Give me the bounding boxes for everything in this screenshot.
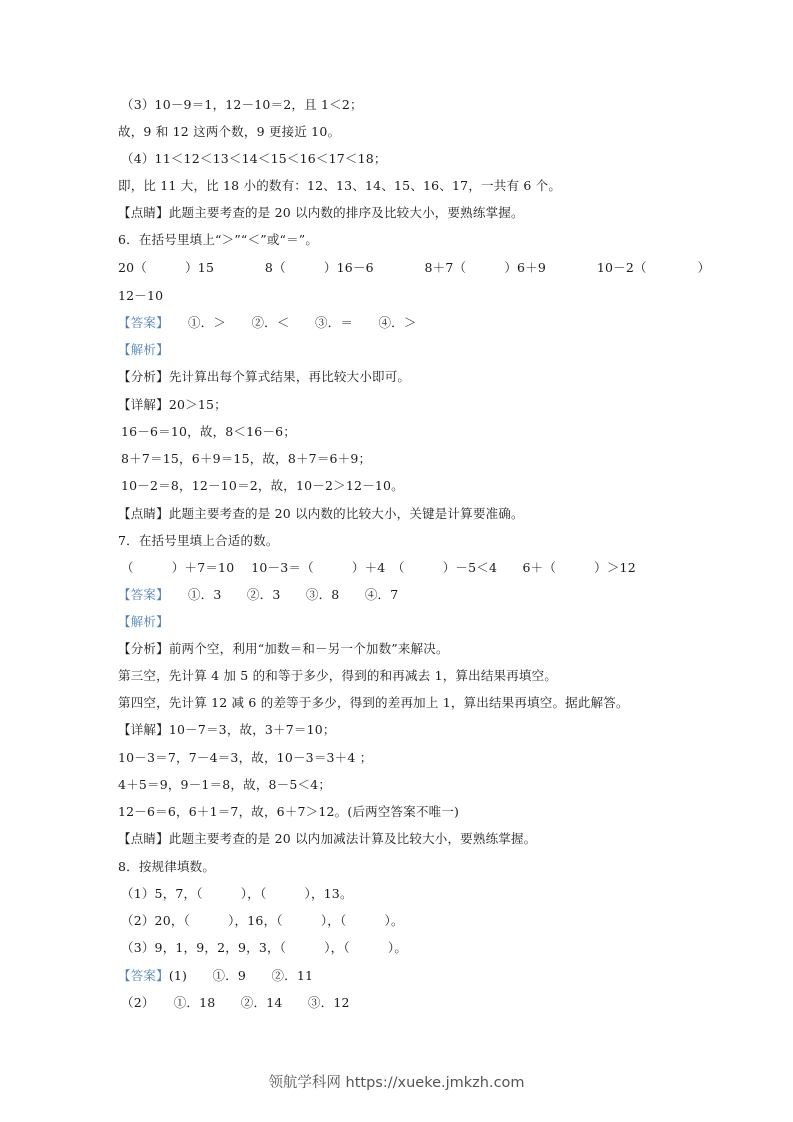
xiangjie-text: 20＞15； <box>168 397 227 412</box>
q7-xiangjie-3: 4＋5＝9，9－1＝8，故，8－5＜4； <box>118 777 332 792</box>
q6-items: 20（ ）15 8（ ）16－6 8＋7（ ）6＋9 10－2（ ） <box>118 260 711 275</box>
q6-answer <box>118 315 417 331</box>
q6-xiangjie-4: 10－2＝8，12－10＝2，故，10－2＞12－10。 <box>121 478 404 493</box>
xiangjie-label: 【详解】 <box>118 722 169 737</box>
q7-analysis-label: 【解析】 <box>118 614 169 629</box>
fenxi-text: 前两个空，利用“加数＝和－另一个加数”来解决。 <box>168 641 449 656</box>
prev-comment <box>118 205 524 221</box>
q8-answer <box>118 968 313 984</box>
comment-text: 此题主要考查的是 20 以内加减法计算及比较大小，要熟练掌握。 <box>168 831 537 846</box>
q7-fenxi-2: 第三空，先计算 4 加 5 的和等于多少，得到的和再减去 1，算出结果再填空。 <box>118 668 558 683</box>
q7-xiangjie-2: 10－3＝7，7－4＝3，故，10－3＝3＋4 ； <box>118 750 373 765</box>
q7-fenxi <box>118 641 449 657</box>
prev-solution-line-3b: 故，9 和 12 这两个数，9 更接近 10。 <box>118 124 341 139</box>
q6-items-line2: 12－10 <box>118 288 164 303</box>
q7-xiangjie-4: 12－6＝6，6＋1＝7，故，6＋7＞12。(后两空答案不唯一) <box>118 804 460 819</box>
answer-text: ①．＞ ②．＜ ③．＝ ④．＞ <box>162 315 417 330</box>
fenxi-label: 【分析】 <box>118 641 169 656</box>
q7-title: 7．在括号里填上合适的数。 <box>118 533 279 548</box>
q8-answer-2: （2） ①．18 ②．14 ③．12 <box>121 995 350 1010</box>
comment-text: 此题主要考查的是 20 以内数的比较大小，关键是计算要准确。 <box>168 506 524 521</box>
answer-label: 【答案】 <box>118 587 163 602</box>
q7-comment <box>118 831 536 847</box>
footer-watermark: 领航学科网 https://xueke.jmkzh.com <box>268 1075 525 1091</box>
answer-label: 【答案】 <box>118 315 163 330</box>
comment-label: 【点睛】 <box>118 831 169 846</box>
comment-label: 【点睛】 <box>118 506 169 521</box>
comment-text: 此题主要考查的是 20 以内数的排序及比较大小，要熟练掌握。 <box>168 205 524 220</box>
answer-text: (1) ①．9 ②．11 <box>168 968 314 983</box>
q6-xiangjie-3: 8＋7＝15，6＋9＝15，故，8＋7＝6＋9； <box>121 451 372 466</box>
q6-title: 6．在括号里填上“＞”“＜”或“＝”。 <box>118 232 319 247</box>
q7-items: （ ）＋7＝10 10－3＝（ ）＋4 （ ）－5＜4 6＋（ ）＞12 <box>121 560 636 575</box>
q6-xiangjie-2: 16－6＝10，故，8＜16－6； <box>121 424 296 439</box>
prev-solution-line-4: （4）11＜12＜13＜14＜15＜16＜17＜18； <box>121 151 387 166</box>
q7-xiangjie <box>118 722 336 738</box>
fenxi-text: 先计算出每个算式结果，再比较大小即可。 <box>168 369 411 384</box>
answer-label: 【答案】 <box>118 968 169 983</box>
prev-solution-line-4b: 即，比 11 大，比 18 小的数有：12、13、14、15、16、17，一共有 6 个。 <box>118 178 562 193</box>
q8-title: 8．按规律填数。 <box>118 859 216 874</box>
q6-comment <box>118 506 524 522</box>
comment-label: 【点睛】 <box>118 205 169 220</box>
xiangjie-label: 【详解】 <box>118 397 169 412</box>
q7-answer <box>118 587 398 603</box>
q8-sub-2: （2）20，（ ），16，（ ），（ ）。 <box>121 913 404 928</box>
answer-text: ①．3 ②．3 ③．8 ④．7 <box>162 587 399 602</box>
q8-sub-3: （3）9，1，9，2，9，3，（ ），（ ）。 <box>121 940 408 955</box>
xiangjie-text: 10－7＝3，故，3＋7＝10； <box>168 722 336 737</box>
q8-sub-1: （1）5，7，（ ），（ ），13。 <box>121 886 353 901</box>
q6-xiangjie <box>118 397 227 413</box>
q6-fenxi <box>118 369 410 385</box>
prev-solution-line-3: （3）10－9＝1，12－10＝2，且 1＜2； <box>121 97 363 112</box>
q6-analysis-label: 【解析】 <box>118 342 169 357</box>
fenxi-label: 【分析】 <box>118 369 169 384</box>
q7-fenxi-3: 第四空，先计算 12 减 6 的差等于多少，得到的差再加上 1，算出结果再填空。据此解答。 <box>118 695 629 710</box>
